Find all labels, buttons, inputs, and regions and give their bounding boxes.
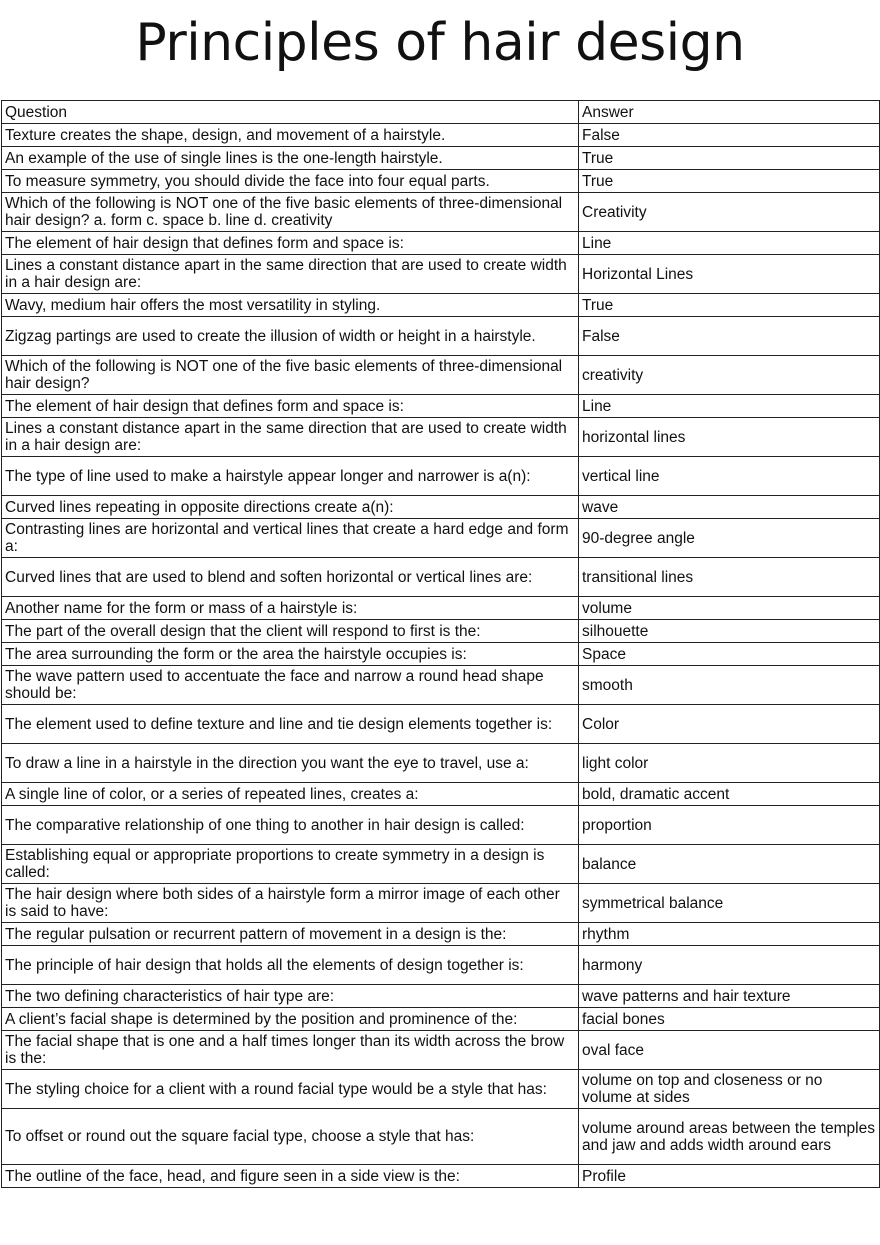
answer-cell: True (579, 170, 880, 193)
table-row (2, 666, 880, 705)
question-cell: Establishing equal or appropriate proportions to create symmetry in a design is called: (2, 845, 579, 884)
qa-table (1, 100, 880, 1188)
question-cell: Curved lines that are used to blend and soften horizontal or vertical lines are: (2, 558, 579, 597)
question-cell: Lines a constant distance apart in the same direction that are used to create width in a hair design are: (2, 418, 579, 457)
table-row (2, 255, 880, 294)
question-cell: An example of the use of single lines is the one-length hairstyle. (2, 147, 579, 170)
question-cell: To offset or round out the square facial type, choose a style that has: (2, 1109, 579, 1165)
question-cell: The comparative relationship of one thing to another in hair design is called: (2, 806, 579, 845)
table-row (2, 923, 880, 946)
question-cell: The element used to define texture and line and tie design elements together is: (2, 705, 579, 744)
table-row (2, 806, 880, 845)
answer-cell: silhouette (579, 620, 880, 643)
question-cell: Texture creates the shape, design, and movement of a hairstyle. (2, 124, 579, 147)
table-row (2, 317, 880, 356)
answer-cell: oval face (579, 1031, 880, 1070)
question-cell: Wavy, medium hair offers the most versatility in styling. (2, 294, 579, 317)
table-row (2, 1165, 880, 1188)
table-row (2, 1109, 880, 1165)
answer-cell: Profile (579, 1165, 880, 1188)
answer-cell: Color (579, 705, 880, 744)
table-row (2, 884, 880, 923)
answer-cell: facial bones (579, 1008, 880, 1031)
question-cell: The regular pulsation or recurrent pattern of movement in a design is the: (2, 923, 579, 946)
question-cell: The outline of the face, head, and figure seen in a side view is the: (2, 1165, 579, 1188)
answer-cell: harmony (579, 946, 880, 985)
answer-cell: balance (579, 845, 880, 884)
question-cell: The principle of hair design that holds all the elements of design together is: (2, 946, 579, 985)
question-cell: Contrasting lines are horizontal and vertical lines that create a hard edge and form a: (2, 519, 579, 558)
table-row (2, 193, 880, 232)
question-cell: The two defining characteristics of hair type are: (2, 985, 579, 1008)
question-cell: Which of the following is NOT one of the five basic elements of three-dimensional hair design? a. form c. space b. line d. creativity (2, 193, 579, 232)
question-cell: The type of line used to make a hairstyle appear longer and narrower is a(n): (2, 457, 579, 496)
answer-cell: smooth (579, 666, 880, 705)
question-cell: The facial shape that is one and a half times longer than its width across the brow is the: (2, 1031, 579, 1070)
answer-cell: wave (579, 496, 880, 519)
answer-cell: symmetrical balance (579, 884, 880, 923)
question-cell: To measure symmetry, you should divide the face into four equal parts. (2, 170, 579, 193)
answer-cell: volume (579, 597, 880, 620)
question-cell: To draw a line in a hairstyle in the direction you want the eye to travel, use a: (2, 744, 579, 783)
answer-cell: creativity (579, 356, 880, 395)
question-cell: Lines a constant distance apart in the same direction that are used to create width in a hair design are: (2, 255, 579, 294)
answer-cell: light color (579, 744, 880, 783)
table-row (2, 147, 880, 170)
answer-cell: volume on top and closeness or no volume at sides (579, 1070, 880, 1109)
question-cell: The element of hair design that defines form and space is: (2, 395, 579, 418)
answer-cell: Line (579, 232, 880, 255)
table-row (2, 620, 880, 643)
table-row (2, 356, 880, 395)
answer-cell: transitional lines (579, 558, 880, 597)
table-row (2, 597, 880, 620)
question-cell: The area surrounding the form or the area the hairstyle occupies is: (2, 643, 579, 666)
table-row (2, 170, 880, 193)
question-cell: Which of the following is NOT one of the five basic elements of three-dimensional hair design? (2, 356, 579, 395)
answer-cell: True (579, 147, 880, 170)
qa-table-body (2, 101, 880, 1188)
table-row (2, 845, 880, 884)
answer-cell: proportion (579, 806, 880, 845)
question-cell: A single line of color, or a series of repeated lines, creates a: (2, 783, 579, 806)
answer-cell: rhythm (579, 923, 880, 946)
table-row (2, 519, 880, 558)
answer-cell: False (579, 124, 880, 147)
table-row (2, 783, 880, 806)
question-cell: Zigzag partings are used to create the illusion of width or height in a hairstyle. (2, 317, 579, 356)
table-row (2, 418, 880, 457)
question-cell: The wave pattern used to accentuate the face and narrow a round head shape should be: (2, 666, 579, 705)
answer-cell: bold, dramatic accent (579, 783, 880, 806)
table-row (2, 705, 880, 744)
table-row (2, 457, 880, 496)
header-answer: Answer (579, 101, 880, 124)
answer-cell: Creativity (579, 193, 880, 232)
table-row (2, 395, 880, 418)
table-row (2, 232, 880, 255)
answer-cell: horizontal lines (579, 418, 880, 457)
answer-cell: vertical line (579, 457, 880, 496)
question-cell: Another name for the form or mass of a hairstyle is: (2, 597, 579, 620)
table-row (2, 294, 880, 317)
question-cell: The part of the overall design that the client will respond to first is the: (2, 620, 579, 643)
answer-cell: Space (579, 643, 880, 666)
table-row (2, 496, 880, 519)
table-row (2, 1070, 880, 1109)
answer-cell: False (579, 317, 880, 356)
table-header-row (2, 101, 880, 124)
question-cell: A client’s facial shape is determined by the position and prominence of the: (2, 1008, 579, 1031)
page-title: Principles of hair design (135, 13, 745, 73)
table-row (2, 744, 880, 783)
table-row (2, 1031, 880, 1070)
table-row (2, 643, 880, 666)
question-cell: The element of hair design that defines form and space is: (2, 232, 579, 255)
answer-cell: Horizontal Lines (579, 255, 880, 294)
answer-cell: True (579, 294, 880, 317)
table-row (2, 124, 880, 147)
table-row (2, 985, 880, 1008)
table-row (2, 1008, 880, 1031)
question-cell: The hair design where both sides of a hairstyle form a mirror image of each other is said to have: (2, 884, 579, 923)
question-cell: Curved lines repeating in opposite directions create a(n): (2, 496, 579, 519)
question-cell: The styling choice for a client with a round facial type would be a style that has: (2, 1070, 579, 1109)
table-row (2, 946, 880, 985)
answer-cell: 90-degree angle (579, 519, 880, 558)
header-question: Question (2, 101, 579, 124)
answer-cell: wave patterns and hair texture (579, 985, 880, 1008)
answer-cell: Line (579, 395, 880, 418)
table-row (2, 558, 880, 597)
answer-cell: volume around areas between the temples and jaw and adds width around ears (579, 1109, 880, 1165)
